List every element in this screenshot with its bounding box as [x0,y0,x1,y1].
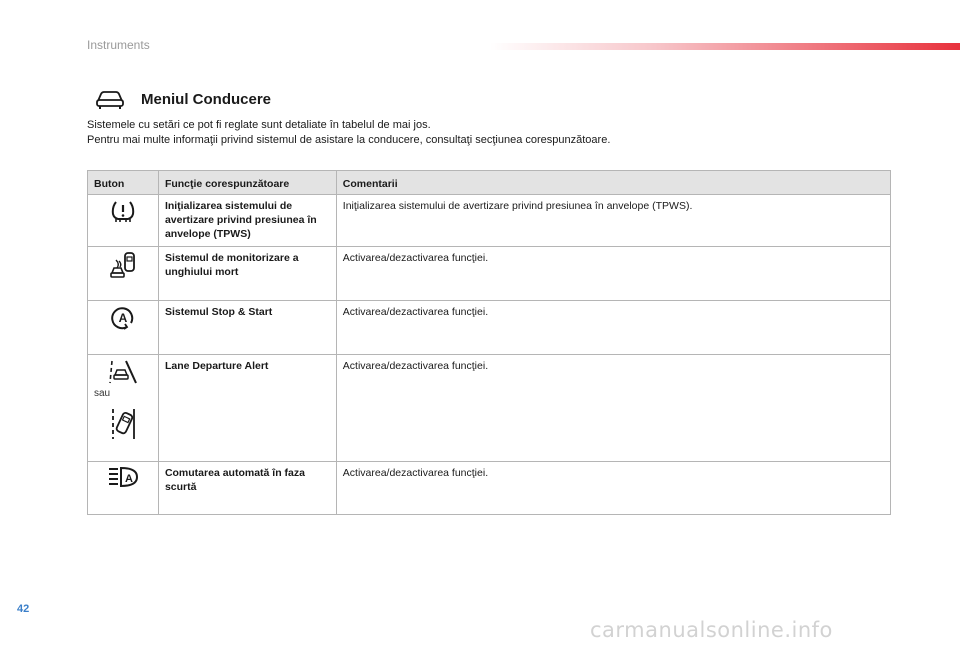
header-accent-bar [490,43,960,50]
auto-high-beam-icon [94,466,152,488]
function-cell: Sistemul de monitorizare a unghiului mort [158,247,336,301]
button-cell [88,462,159,515]
table-row [88,247,891,301]
comment-cell: Iniţializarea sistemului de avertizare privind presiunea în anvelope (TPWS). [336,195,890,247]
table-header-row [88,171,891,195]
lane-departure-alert-icon [94,359,152,385]
function-cell: Comutarea automată în faza scurtă [158,462,336,515]
or-label: sau [94,388,111,399]
table-row [88,462,891,515]
comment-cell: Activarea/dezactivarea funcţiei. [336,462,890,515]
stop-start-icon [94,305,152,331]
button-cell [88,195,159,247]
intro-line-2: Pentru mai multe informaţii privind sistemul de asistare la conducere, consultaţi secţiunea corespunzătoare. [87,134,611,146]
table-row [88,301,891,355]
header-comments: Comentarii [336,171,890,195]
comment-cell: Activarea/dezactivarea funcţiei. [336,247,890,301]
button-cell [88,247,159,301]
tpws-tire-pressure-icon [94,199,152,223]
intro-line-1: Sistemele cu setări ce pot fi reglate sunt detaliate în tabelul de mai jos. [87,119,431,131]
function-cell: Iniţializarea sistemului de avertizare privind presiunea în anvelope (TPWS) [158,195,336,247]
function-cell: Lane Departure Alert [158,355,336,462]
function-cell: Sistemul Stop & Start [158,301,336,355]
comment-cell: Activarea/dezactivarea funcţiei. [336,355,890,462]
car-icon [95,88,125,110]
watermark: carmanualsonline.info [590,618,833,642]
header-function: Funcţie corespunzătoare [158,171,336,195]
svg-text:A: A [118,311,128,325]
comment-cell: Activarea/dezactivarea funcţiei. [336,301,890,355]
button-cell [88,355,159,462]
section-title-row [95,88,271,110]
button-cell [88,301,159,355]
settings-table [87,170,891,515]
header-button: Buton [88,171,159,195]
table-row [88,195,891,247]
intro-text [87,118,610,148]
page-number: 42 [17,603,30,615]
svg-text:A: A [124,473,133,485]
table-row [88,355,891,462]
section-label: Instruments [87,38,150,52]
lane-departure-car-icon [94,407,152,441]
blind-spot-monitoring-icon [94,251,152,279]
page-title: Meniul Conducere [141,90,272,108]
